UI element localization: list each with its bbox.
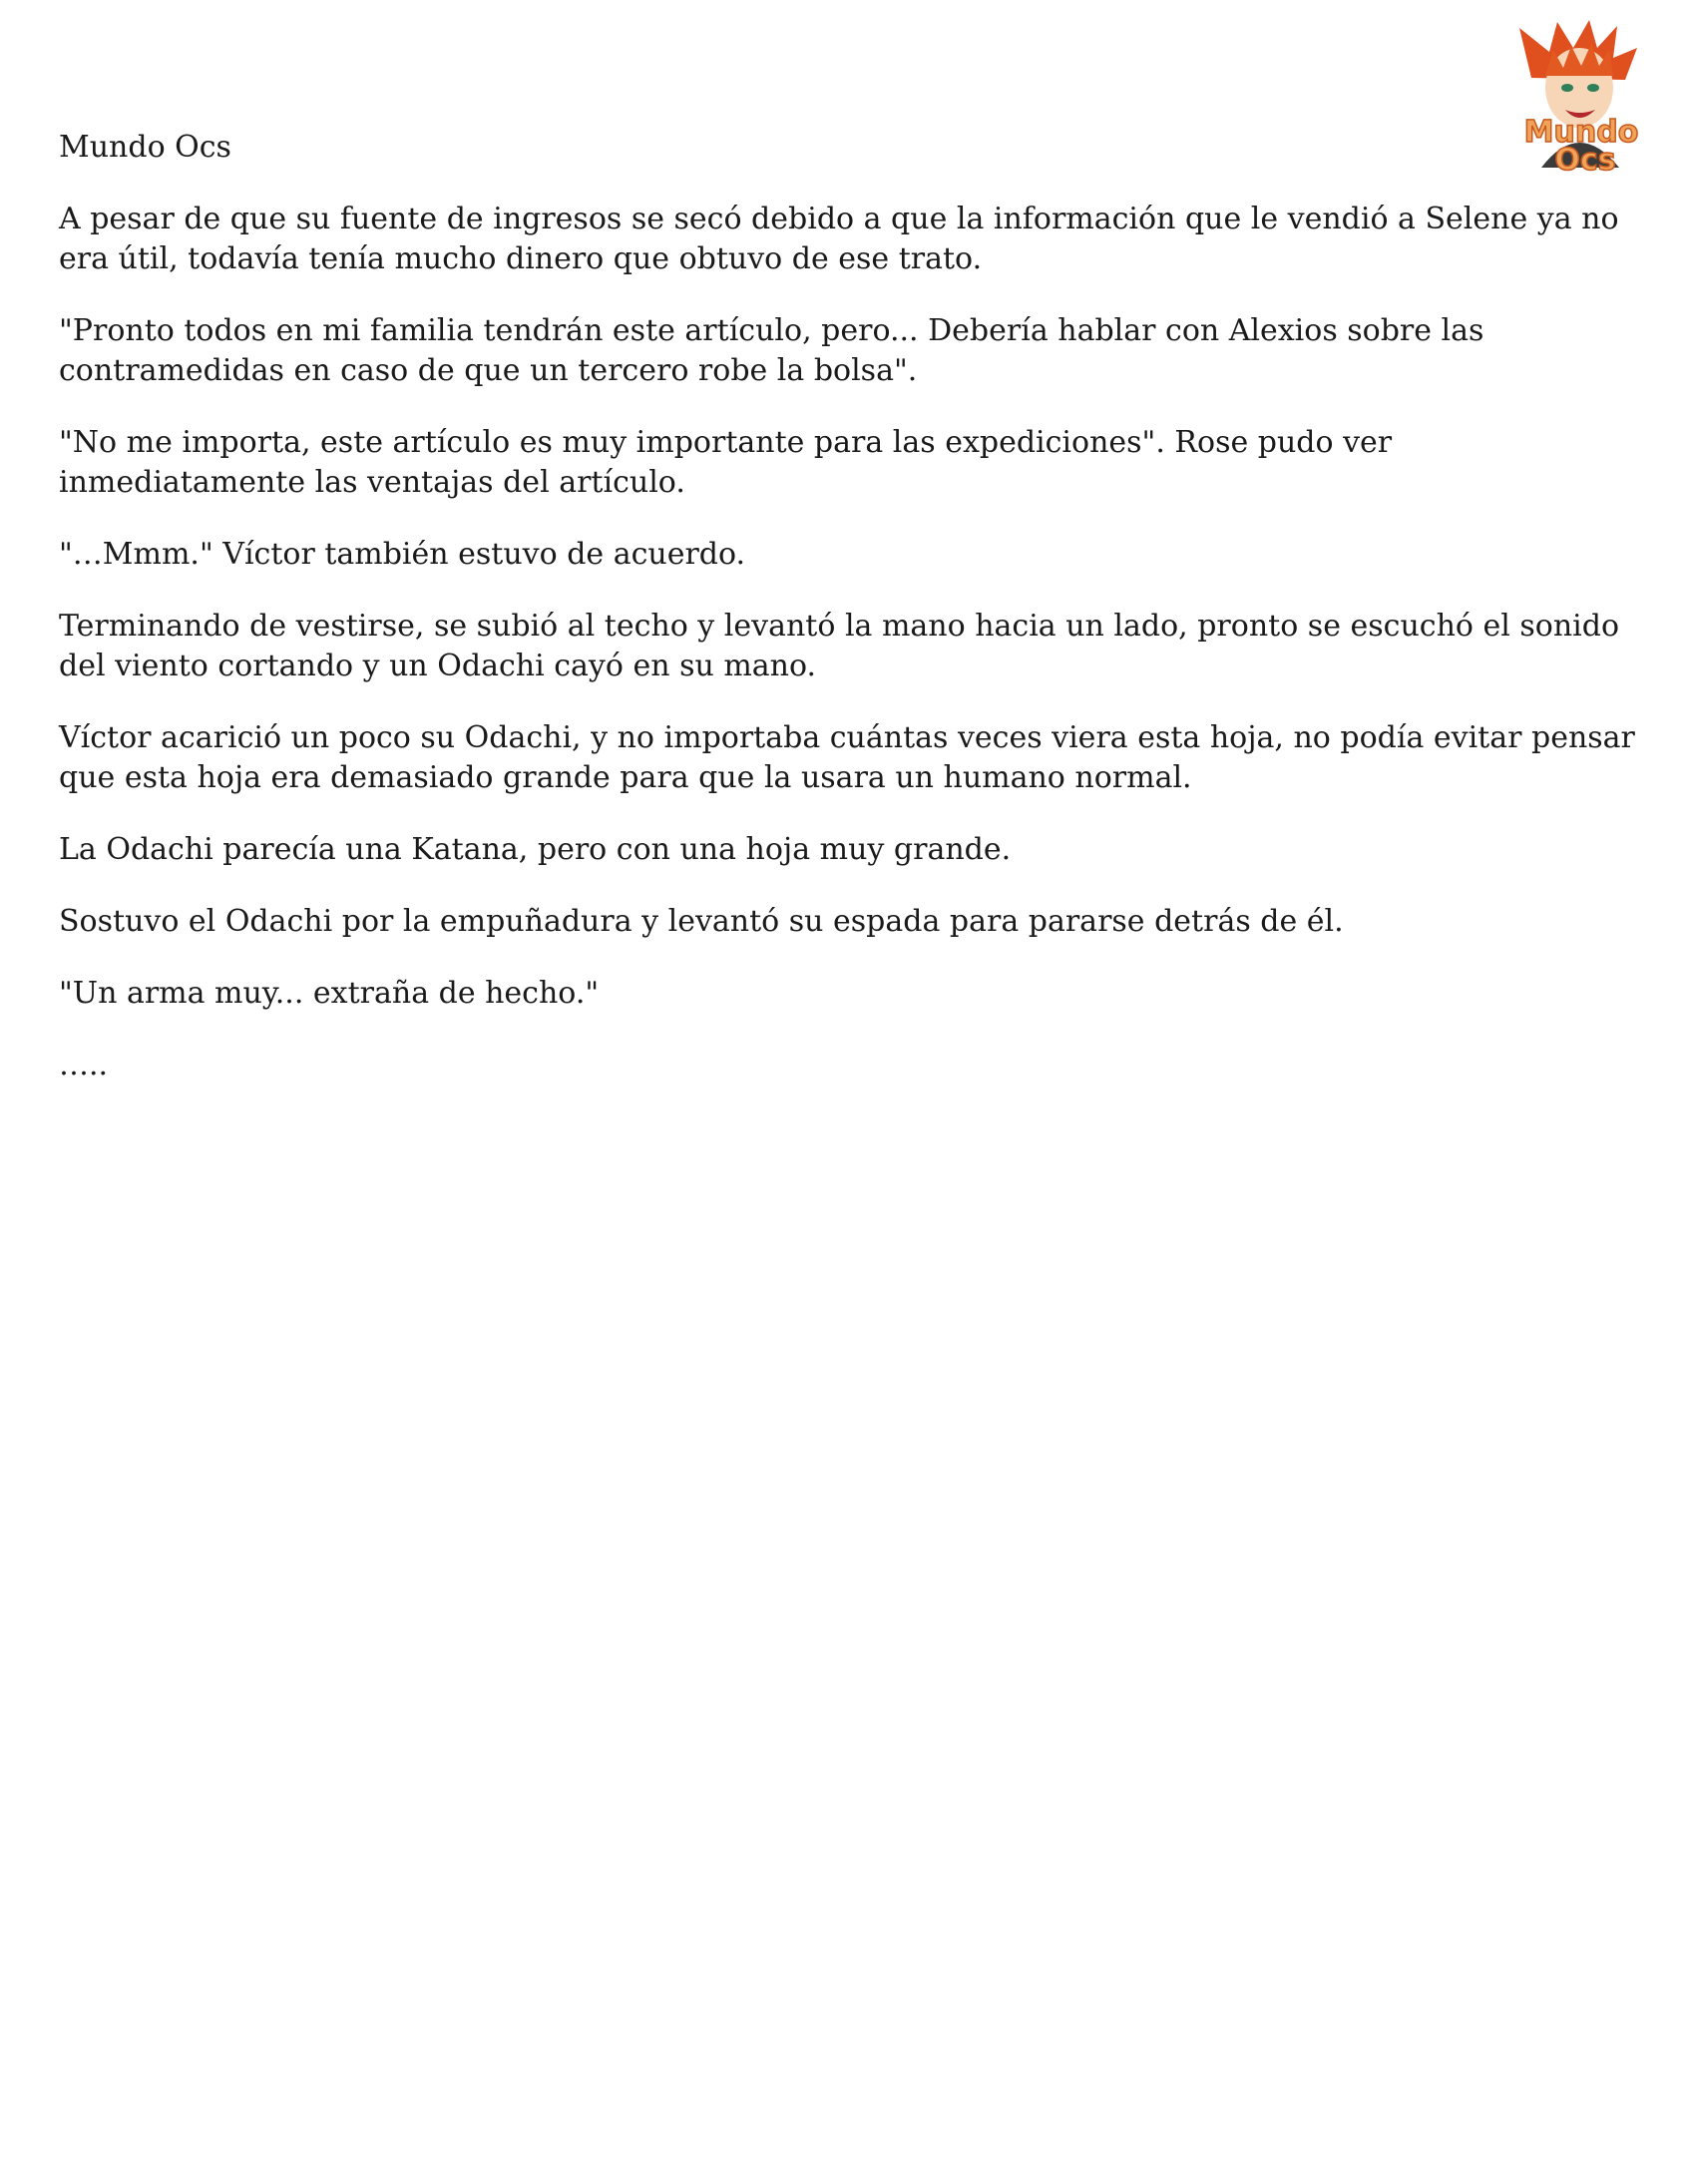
- paragraph-3: "No me importa, este artículo es muy importante para las expediciones". Rose pudo ver inmediatamente las ventajas del artículo.: [59, 425, 1393, 500]
- paragraph-1: A pesar de que su fuente de ingresos se secó debido a que la información que le vendió a Selene ya no era útil, todavía tenía mucho dinero que obtuvo de ese trato.: [59, 202, 1619, 276]
- svg-text:Mundo: Mundo: [1523, 115, 1639, 150]
- paragraph-10: …..: [59, 1048, 109, 1083]
- paragraph-4: "…Mmm." Víctor también estuvo de acuerdo.: [59, 537, 746, 572]
- document-body: [59, 128, 1635, 1117]
- paragraph-2: "Pronto todos en mi familia tendrán este artículo, pero... Debería hablar con Alexios sobre las contramedidas en caso de que un tercero robe la bolsa".: [59, 313, 1484, 388]
- paragraph-6: Víctor acarició un poco su Odachi, y no importaba cuántas veces viera esta hoja, no podía evitar pensar que esta hoja era demasiado grande para que la usara un humano normal.: [59, 720, 1635, 795]
- svg-text:Ocs: Ocs: [1554, 143, 1616, 178]
- paragraph-5: Terminando de vestirse, se subió al techo y levantó la mano hacia un lado, pronto se escuchó el sonido del viento cortando y un Odachi cayó en su mano.: [59, 609, 1620, 683]
- document-header: Mundo Ocs: [59, 130, 231, 165]
- paragraph-8: Sostuvo el Odachi por la empuñadura y levantó su espada para pararse detrás de él.: [59, 904, 1344, 939]
- paragraph-9: "Un arma muy... extraña de hecho.": [59, 976, 600, 1011]
- paragraph-7: La Odachi parecía una Katana, pero con una hoja muy grande.: [59, 832, 1012, 867]
